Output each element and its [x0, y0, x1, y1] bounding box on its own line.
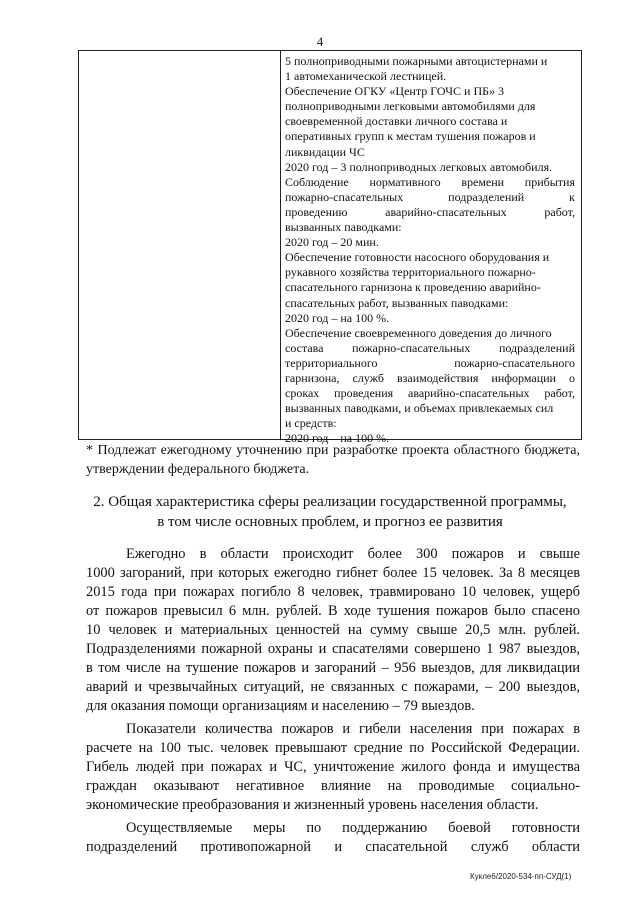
- paragraph-line: для оказания помощи организациям и населению – 79 выездов.: [86, 698, 475, 714]
- body-text: [86, 545, 580, 857]
- table-cell-line: сроках проведения аварийно-спасательных работ,: [285, 386, 575, 401]
- section-title-line: 2. Общая характеристика сферы реализации государственной программы,: [93, 494, 567, 510]
- table-cell-line: оперативных групп к местам тушения пожаров и: [285, 129, 536, 144]
- table-cell-line: Обеспечение своевременного доведения до личного: [285, 325, 552, 340]
- table-cell-line: Соблюдение нормативного времени прибытия: [285, 174, 575, 189]
- table-cell-line: Обеспечение готовности насосного оборудования и: [285, 250, 550, 265]
- table-cell-line: 2020 год – на 100 %.: [285, 431, 390, 446]
- page-number: 4: [316, 34, 324, 49]
- table-cell-line: вызванных паводками:: [285, 220, 402, 235]
- table-cell-line: 2020 год – на 100 %.: [285, 310, 390, 325]
- paragraph-line: экономические преобразования и жизненный уровень населения области.: [86, 797, 539, 813]
- section-title-line: в том числе основных проблем, и прогноз ее развития: [157, 514, 503, 530]
- table-cell-line: и средств:: [285, 416, 337, 431]
- paragraph-line: 2015 года при пожарах погибло 8 человек, травмировано 10 человек, ущерб: [86, 584, 580, 600]
- table-cell-line: 5 полноприводными пожарными автоцистернами и: [285, 54, 548, 68]
- table-cell-line: полноприводными легковыми автомобилями для: [285, 99, 536, 114]
- paragraph-line: от пожаров превысил 6 млн. рублей. В ходе тушения пожаров было спасено: [86, 603, 580, 619]
- table-left-column: [79, 51, 281, 439]
- paragraph-line: 1000 загораний, при которых ежегодно гибнет более 15 человек. За 8 месяцев: [86, 565, 580, 581]
- table-cell-line: спасательного гарнизона к проведению аварийно-: [285, 280, 541, 295]
- paragraph-line: в том числе на тушение пожаров и загораний – 956 выездов, для ликвидации: [86, 660, 580, 676]
- table-cell-line: рукавного хозяйства территориального пожарно-: [285, 265, 536, 280]
- table-cell-line: проведению аварийно-спасательных работ,: [285, 204, 575, 219]
- paragraph-line: Показатели количества пожаров и гибели населения при пожарах в: [126, 721, 580, 737]
- table-cell-line: пожарно-спасательных подразделений к: [285, 189, 575, 204]
- table-right-column: [285, 54, 575, 446]
- paragraph-line: аварий и чрезвычайных ситуаций, не связанных с пожарами, – 200 выездов,: [86, 679, 580, 695]
- paragraph-line: Подразделениями пожарной охраны и спасателями совершено 1 987 выездов,: [86, 641, 580, 657]
- footnote-line: утверждении федерального бюджета.: [86, 462, 310, 477]
- paragraph-line: подразделений противопожарной и спасательной служб области: [86, 839, 580, 855]
- section-title: [80, 492, 580, 532]
- paragraph-line: 10 человек и материальных ценностей на сумму свыше 20,5 млн. рублей.: [86, 622, 580, 638]
- paragraph-line: граждан оказывают негативное влияние на проводимые социально-: [86, 778, 580, 794]
- table-cell-line: состава пожарно-спасательных подразделений: [285, 340, 575, 355]
- table-cell-line: 1 автомеханической лестницей.: [285, 69, 447, 84]
- paragraph-line: расчете на 100 тыс. человек превышают средние по Российской Федерации.: [86, 740, 580, 756]
- table-cell-line: спасательных работ, вызванных паводками:: [285, 295, 509, 310]
- table-cell-line: 2020 год – 3 полноприводных легковых автомобиля.: [285, 159, 553, 174]
- document-code: Кукле6/2020-534-пп-СУД(1): [470, 872, 572, 881]
- footnote: [86, 441, 580, 479]
- table-cell-line: Обеспечение ОГКУ «Центр ГОЧС и ПБ» 3: [285, 84, 504, 99]
- table-cell-line: ликвидации ЧС: [285, 144, 365, 159]
- table-cell-line: территориального пожарно-спасательного: [285, 355, 575, 370]
- continuation-table: [78, 50, 582, 446]
- paragraph-line: Ежегодно в области происходит более 300 пожаров и свыше: [126, 546, 580, 562]
- paragraph-line: Осуществляемые меры по поддержанию боевой готовности: [126, 820, 580, 836]
- table-cell-line: своевременной доставки личного состава и: [285, 114, 508, 129]
- footnote-line: * Подлежат ежегодному уточнению при разработке проекта областного бюджета,: [86, 443, 580, 458]
- paragraph-line: Гибель людей при пожарах и ЧС, уничтожение жилого фонда и имущества: [86, 759, 580, 775]
- table-cell-line: гарнизона, служб взаимодействия информации о: [285, 370, 575, 385]
- table-cell-line: вызванных паводками, и объемах привлекаемых сил: [285, 401, 554, 416]
- table-cell-line: 2020 год – 20 мин.: [285, 235, 379, 250]
